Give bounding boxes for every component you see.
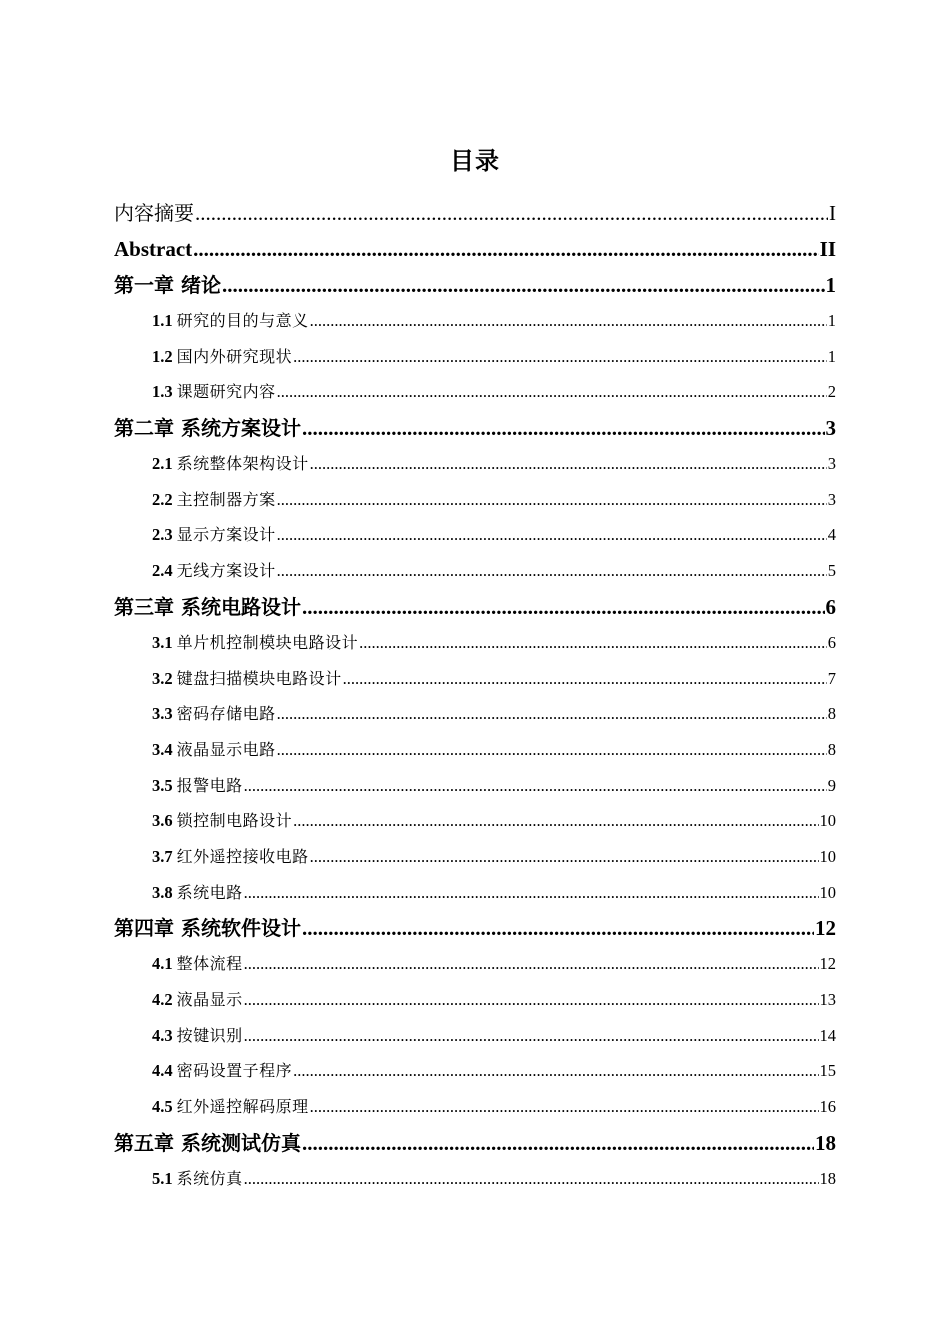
toc-section-number: 4.3	[152, 1025, 173, 1045]
toc-section-number: 4.5	[152, 1097, 173, 1117]
dot-leader	[244, 982, 819, 1018]
toc-entry-label: 第三章 系统电路设计	[114, 594, 301, 619]
dot-leader	[244, 1161, 819, 1197]
toc-page-number: 10	[819, 882, 836, 902]
dot-leader	[277, 732, 827, 768]
toc-section-title: 整体流程	[176, 954, 243, 974]
toc-section-title: 系统仿真	[176, 1168, 243, 1188]
dot-leader	[277, 374, 827, 410]
toc-section-number: 2.4	[152, 561, 173, 581]
toc-page-number: 3	[825, 416, 836, 441]
toc-page-number: 3	[827, 454, 836, 474]
toc-entry-label: 第一章 绪论	[114, 273, 221, 297]
dot-leader	[195, 195, 828, 231]
toc-section-number: 1.2	[152, 346, 173, 366]
toc-section-number: 3.8	[152, 882, 173, 902]
toc-section-entry[interactable]	[114, 303, 836, 339]
toc-page-number: 12	[815, 916, 836, 941]
dot-leader	[343, 661, 827, 697]
toc-entry-label	[152, 1018, 243, 1054]
toc-section-number: 2.1	[152, 454, 173, 474]
toc-section-number: 3.4	[152, 739, 173, 759]
toc-section-title: 密码设置子程序	[176, 1061, 293, 1081]
toc-section-entry[interactable]	[114, 661, 836, 697]
toc-section-entry[interactable]	[114, 446, 836, 482]
toc-page-number: 6	[825, 594, 836, 619]
toc-section-entry[interactable]	[114, 946, 836, 982]
toc-section-number: 4.1	[152, 954, 173, 974]
toc-section-entry[interactable]	[114, 625, 836, 661]
toc-entry-label	[152, 768, 243, 804]
toc-chapter-entry[interactable]	[114, 589, 836, 625]
dot-leader	[244, 768, 827, 804]
toc-page-number: 10	[819, 811, 836, 831]
toc-page-number: II	[819, 237, 836, 261]
toc-section-title: 按键识别	[176, 1025, 243, 1045]
toc-entry-label: 第二章 系统方案设计	[114, 416, 301, 441]
toc-entry-label	[152, 1053, 292, 1089]
toc-section-title: 主控制器方案	[176, 489, 276, 509]
toc-page-number: 2	[827, 382, 836, 402]
toc-section-number: 3.1	[152, 632, 173, 652]
toc-page-number: 8	[827, 704, 836, 724]
toc-page-number: I	[829, 201, 836, 225]
toc-chapter-entry[interactable]	[114, 1125, 836, 1161]
dot-leader	[244, 946, 819, 982]
dot-leader	[293, 1053, 818, 1089]
toc-section-entry[interactable]	[114, 768, 836, 804]
toc-page-number: 1	[825, 273, 836, 297]
toc-chapter-entry[interactable]	[114, 410, 836, 446]
toc-entry-label	[152, 482, 276, 518]
toc-page-number: 14	[819, 1025, 836, 1045]
toc-section-entry[interactable]	[114, 1089, 836, 1125]
toc-page-number: 18	[819, 1168, 836, 1188]
toc-section-entry[interactable]	[114, 339, 836, 375]
toc-section-title: 键盘扫描模块电路设计	[176, 668, 342, 688]
toc-page-number: 3	[827, 489, 836, 509]
toc-page-number: 12	[819, 954, 836, 974]
toc-entry-label	[152, 875, 243, 911]
dot-leader	[302, 1125, 814, 1161]
dot-leader	[359, 625, 827, 661]
toc-section-title: 液晶显示电路	[176, 739, 276, 759]
toc-section-entry[interactable]	[114, 482, 836, 518]
toc-entry-label	[152, 803, 292, 839]
toc-section-title: 红外遥控接收电路	[176, 846, 309, 866]
toc-page-number: 15	[819, 1061, 836, 1081]
toc-section-number: 2.2	[152, 489, 173, 509]
toc-page-number: 5	[827, 561, 836, 581]
toc-section-entry[interactable]	[114, 875, 836, 911]
dot-leader	[293, 803, 818, 839]
toc-section-entry[interactable]	[114, 374, 836, 410]
dot-leader	[277, 517, 827, 553]
toc-section-number: 3.7	[152, 846, 173, 866]
dot-leader	[277, 696, 827, 732]
toc-section-title: 锁控制电路设计	[176, 811, 293, 831]
toc-section-number: 4.4	[152, 1061, 173, 1081]
toc-page-number: 1	[827, 346, 836, 366]
dot-leader	[193, 231, 818, 267]
toc-entry-label	[152, 982, 243, 1018]
toc-entry-label	[152, 661, 342, 697]
toc-section-entry[interactable]	[114, 803, 836, 839]
toc-entry-label	[152, 1161, 243, 1197]
toc-section-entry[interactable]	[114, 1053, 836, 1089]
toc-section-title: 系统电路	[176, 882, 243, 902]
toc-section-entry[interactable]	[114, 553, 836, 589]
dot-leader	[310, 446, 827, 482]
toc-entry-label	[152, 732, 276, 768]
toc-page-number: 16	[819, 1097, 836, 1117]
toc-section-title: 密码存储电路	[176, 704, 276, 724]
toc-section-title: 单片机控制模块电路设计	[176, 632, 359, 652]
toc-entry-label	[152, 696, 276, 732]
dot-leader	[222, 267, 825, 303]
toc-entry-label	[152, 303, 309, 339]
dot-leader	[302, 910, 814, 946]
toc-entry-label	[152, 625, 358, 661]
table-of-contents	[114, 195, 836, 1196]
dot-leader	[310, 303, 827, 339]
dot-leader	[310, 839, 819, 875]
dot-leader	[302, 410, 825, 446]
toc-entry-label	[152, 553, 276, 589]
dot-leader	[302, 589, 825, 625]
toc-page-number: 9	[827, 775, 836, 795]
toc-section-number: 3.2	[152, 668, 173, 688]
toc-entry-label	[152, 446, 309, 482]
toc-entry-label: 内容摘要	[114, 201, 194, 225]
toc-section-number: 3.5	[152, 775, 173, 795]
toc-entry-label	[152, 946, 243, 982]
toc-section-entry[interactable]	[114, 696, 836, 732]
toc-section-entry[interactable]	[114, 1018, 836, 1054]
dot-leader	[310, 1089, 819, 1125]
toc-section-entry[interactable]	[114, 982, 836, 1018]
toc-chapter-entry[interactable]	[114, 267, 836, 303]
toc-section-number: 4.2	[152, 990, 173, 1009]
toc-page-number: 7	[827, 668, 836, 688]
toc-section-number: 1.3	[152, 382, 173, 402]
toc-entry-label: 第四章 系统软件设计	[114, 916, 301, 941]
toc-section-title: 课题研究内容	[176, 382, 276, 402]
dot-leader	[277, 482, 827, 518]
toc-entry-label: Abstract	[114, 237, 193, 261]
toc-section-entry[interactable]	[114, 517, 836, 553]
toc-section-title: 红外遥控解码原理	[176, 1097, 309, 1117]
toc-section-title: 报警电路	[176, 775, 243, 795]
toc-page-number: 8	[827, 739, 836, 759]
toc-section-number: 5.1	[152, 1168, 173, 1188]
toc-section-entry[interactable]	[114, 1161, 836, 1197]
toc-entry-label	[152, 339, 292, 375]
toc-section-title: 无线方案设计	[176, 561, 276, 581]
toc-section-entry[interactable]	[114, 839, 836, 875]
page-title: 目录	[450, 147, 500, 175]
dot-leader	[293, 339, 827, 375]
toc-section-number: 1.1	[152, 311, 173, 330]
toc-chapter-entry[interactable]	[114, 195, 836, 231]
toc-page-number: 4	[827, 525, 836, 545]
toc-section-title: 系统整体架构设计	[176, 454, 309, 474]
toc-entry-label: 第五章 系统测试仿真	[114, 1130, 301, 1155]
toc-entry-label	[152, 374, 276, 410]
toc-chapter-entry[interactable]	[114, 910, 836, 946]
toc-section-title: 液晶显示	[176, 990, 243, 1009]
dot-leader	[277, 553, 827, 589]
toc-section-number: 2.3	[152, 525, 173, 545]
toc-section-title: 国内外研究现状	[176, 346, 293, 366]
toc-page-number: 1	[827, 311, 836, 330]
toc-entry-label	[152, 517, 276, 553]
toc-entry-label	[152, 1089, 309, 1125]
toc-page-number: 6	[827, 632, 836, 652]
dot-leader	[244, 1018, 819, 1054]
toc-section-title: 研究的目的与意义	[176, 311, 309, 330]
dot-leader	[244, 875, 819, 911]
toc-section-entry[interactable]	[114, 732, 836, 768]
toc-entry-label	[152, 839, 309, 875]
toc-section-number: 3.6	[152, 811, 173, 831]
toc-section-number: 3.3	[152, 704, 173, 724]
toc-chapter-entry[interactable]	[114, 231, 836, 267]
toc-page-number: 18	[815, 1130, 836, 1155]
toc-page-number: 13	[819, 990, 836, 1009]
toc-page-number: 10	[819, 846, 836, 866]
toc-section-title: 显示方案设计	[176, 525, 276, 545]
